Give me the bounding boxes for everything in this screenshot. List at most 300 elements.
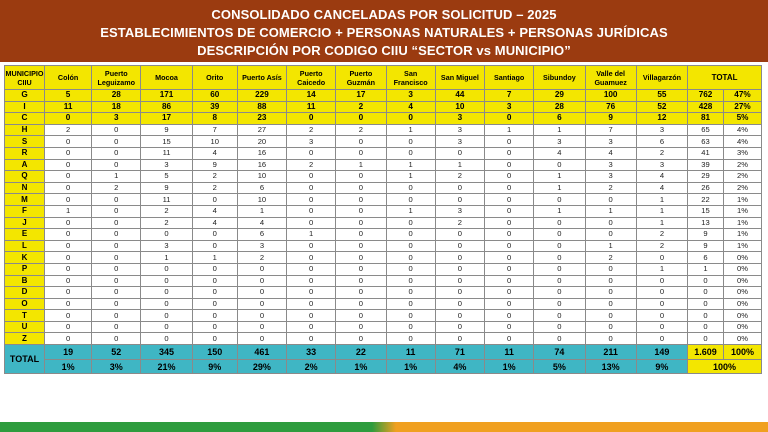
value-cell: 0 (92, 217, 141, 229)
value-cell: 0 (485, 229, 534, 241)
value-cell: 10 (192, 136, 237, 148)
value-cell: 0 (336, 333, 386, 345)
value-cell: 5 (45, 90, 92, 102)
value-cell: 1 (534, 124, 585, 136)
value-cell: 0 (485, 298, 534, 310)
value-cell: 0 (92, 229, 141, 241)
value-cell: 15 (141, 136, 192, 148)
value-cell: 0 (336, 298, 386, 310)
value-cell: 0 (45, 217, 92, 229)
ciiu-code-cell: I (5, 101, 45, 113)
value-cell: 1 (636, 217, 687, 229)
row-pct-cell: 0% (723, 333, 761, 345)
value-cell: 1 (192, 252, 237, 264)
row-total-cell: 26 (688, 182, 724, 194)
value-cell: 6 (237, 229, 286, 241)
value-cell: 11 (141, 147, 192, 159)
value-cell: 10 (237, 194, 286, 206)
footer-total-cell: 74 (534, 345, 585, 360)
value-cell: 0 (336, 252, 386, 264)
row-pct-cell: 0% (723, 310, 761, 322)
value-cell: 1 (45, 205, 92, 217)
value-cell: 44 (435, 90, 484, 102)
table-row (5, 217, 762, 229)
value-cell: 0 (585, 310, 636, 322)
value-cell: 1 (386, 205, 435, 217)
title-banner (0, 0, 768, 62)
value-cell: 1 (386, 124, 435, 136)
value-cell: 3 (585, 136, 636, 148)
ciiu-code-cell: E (5, 229, 45, 241)
value-cell: 0 (287, 240, 336, 252)
ciiu-code-cell: S (5, 136, 45, 148)
ciiu-code-cell: G (5, 90, 45, 102)
value-cell: 0 (585, 298, 636, 310)
ciiu-code-cell: R (5, 147, 45, 159)
table-row (5, 101, 762, 113)
row-pct-cell: 2% (723, 182, 761, 194)
value-cell: 0 (336, 229, 386, 241)
row-pct-cell: 4% (723, 124, 761, 136)
value-cell: 0 (485, 136, 534, 148)
value-cell: 0 (386, 113, 435, 125)
value-cell: 0 (485, 147, 534, 159)
value-cell: 229 (237, 90, 286, 102)
value-cell: 0 (485, 171, 534, 183)
all-pct-cell: 100% (688, 360, 762, 374)
value-cell: 0 (485, 182, 534, 194)
row-total-cell: 0 (688, 310, 724, 322)
value-cell: 1 (92, 171, 141, 183)
value-cell: 0 (485, 321, 534, 333)
value-cell: 2 (287, 159, 336, 171)
value-cell: 0 (485, 310, 534, 322)
footer-pct-cell: 3% (92, 360, 141, 374)
footer-total-cell: 33 (287, 345, 336, 360)
value-cell: 0 (534, 298, 585, 310)
value-cell: 0 (336, 310, 386, 322)
value-cell: 0 (485, 159, 534, 171)
row-pct-cell: 0% (723, 321, 761, 333)
row-total-cell: 0 (688, 287, 724, 299)
footer-total-cell: 71 (435, 345, 484, 360)
header-row (5, 66, 762, 90)
value-cell: 0 (534, 229, 585, 241)
value-cell: 0 (141, 229, 192, 241)
row-total-cell: 9 (688, 240, 724, 252)
value-cell: 3 (92, 113, 141, 125)
value-cell: 3 (287, 136, 336, 148)
value-cell: 3 (485, 101, 534, 113)
value-cell: 3 (636, 159, 687, 171)
value-cell: 1 (141, 252, 192, 264)
row-pct-cell: 1% (723, 205, 761, 217)
value-cell: 14 (287, 90, 336, 102)
value-cell: 0 (92, 287, 141, 299)
row-pct-cell: 5% (723, 113, 761, 125)
ciiu-code-cell: K (5, 252, 45, 264)
value-cell: 10 (237, 171, 286, 183)
table-row (5, 182, 762, 194)
value-cell: 0 (435, 147, 484, 159)
value-cell: 11 (287, 101, 336, 113)
ciiu-code-cell: M (5, 194, 45, 206)
header-municipio: Colón (45, 66, 92, 90)
value-cell: 0 (386, 229, 435, 241)
value-cell: 0 (435, 310, 484, 322)
table-row (5, 333, 762, 345)
value-cell: 0 (336, 147, 386, 159)
table-row (5, 90, 762, 102)
value-cell: 0 (192, 263, 237, 275)
row-total-cell: 1 (688, 263, 724, 275)
value-cell: 16 (237, 147, 286, 159)
value-cell: 0 (435, 298, 484, 310)
value-cell: 0 (336, 205, 386, 217)
title-line-3: DESCRIPCIÓN POR CODIGO CIIU “SECTOR vs MUNICIPIO” (197, 43, 571, 58)
value-cell: 0 (386, 240, 435, 252)
value-cell: 0 (336, 194, 386, 206)
table-row (5, 298, 762, 310)
value-cell: 0 (92, 159, 141, 171)
footer-pct-cell: 21% (141, 360, 192, 374)
table-row (5, 229, 762, 241)
value-cell: 88 (237, 101, 286, 113)
value-cell: 0 (534, 240, 585, 252)
table-row (5, 136, 762, 148)
footer-pct-cell: 5% (534, 360, 585, 374)
table-row (5, 171, 762, 183)
value-cell: 2 (45, 124, 92, 136)
value-cell: 0 (45, 263, 92, 275)
value-cell: 0 (534, 217, 585, 229)
value-cell: 55 (636, 90, 687, 102)
footer-total-cell: 19 (45, 345, 92, 360)
footer-total-label: TOTAL (5, 345, 45, 374)
value-cell: 0 (336, 321, 386, 333)
value-cell: 0 (141, 287, 192, 299)
ciiu-code-cell: Z (5, 333, 45, 345)
value-cell: 0 (192, 321, 237, 333)
header-municipio: San Francisco (386, 66, 435, 90)
value-cell: 1 (534, 171, 585, 183)
value-cell: 23 (237, 113, 286, 125)
value-cell: 0 (287, 194, 336, 206)
value-cell: 0 (386, 275, 435, 287)
value-cell: 0 (386, 287, 435, 299)
footer-pct-cell: 4% (435, 360, 484, 374)
value-cell: 27 (237, 124, 286, 136)
value-cell: 0 (585, 333, 636, 345)
footer-total-cell: 345 (141, 345, 192, 360)
value-cell: 11 (141, 194, 192, 206)
value-cell: 0 (287, 205, 336, 217)
value-cell: 0 (45, 287, 92, 299)
value-cell: 1 (585, 205, 636, 217)
value-cell: 0 (585, 229, 636, 241)
value-cell: 0 (45, 321, 92, 333)
table-row (5, 159, 762, 171)
value-cell: 0 (386, 147, 435, 159)
value-cell: 0 (237, 287, 286, 299)
footer-green-bar (0, 422, 384, 432)
value-cell: 2 (287, 124, 336, 136)
value-cell: 0 (45, 229, 92, 241)
row-pct-cell: 0% (723, 287, 761, 299)
value-cell: 1 (386, 159, 435, 171)
footer-total-cell: 211 (585, 345, 636, 360)
row-total-cell: 0 (688, 298, 724, 310)
value-cell: 0 (45, 113, 92, 125)
value-cell: 7 (485, 90, 534, 102)
table-row (5, 252, 762, 264)
value-cell: 0 (534, 287, 585, 299)
value-cell: 0 (287, 310, 336, 322)
value-cell: 0 (92, 124, 141, 136)
value-cell: 60 (192, 90, 237, 102)
value-cell: 2 (141, 217, 192, 229)
value-cell: 0 (45, 298, 92, 310)
ciiu-code-cell: D (5, 287, 45, 299)
value-cell: 0 (92, 310, 141, 322)
value-cell: 0 (534, 194, 585, 206)
header-municipio: San Miguel (435, 66, 484, 90)
value-cell: 0 (92, 321, 141, 333)
value-cell: 9 (585, 113, 636, 125)
value-cell: 17 (141, 113, 192, 125)
value-cell: 52 (636, 101, 687, 113)
footer-pct-cell: 9% (636, 360, 687, 374)
row-total-cell: 762 (688, 90, 724, 102)
value-cell: 0 (192, 275, 237, 287)
value-cell: 5 (141, 171, 192, 183)
value-cell: 0 (92, 136, 141, 148)
table-row (5, 147, 762, 159)
value-cell: 0 (485, 217, 534, 229)
value-cell: 0 (386, 252, 435, 264)
value-cell: 0 (287, 263, 336, 275)
value-cell: 4 (585, 147, 636, 159)
row-total-cell: 0 (688, 275, 724, 287)
value-cell: 0 (336, 240, 386, 252)
value-cell: 0 (636, 298, 687, 310)
value-cell: 0 (92, 333, 141, 345)
value-cell: 0 (585, 263, 636, 275)
header-municipio: Valle del Guamuez (585, 66, 636, 90)
title-line-2: ESTABLECIMIENTOS DE COMERCIO + PERSONAS NATURALES + PERSONAS JURÍDICAS (100, 25, 668, 40)
value-cell: 3 (585, 171, 636, 183)
header-municipio: Puerto Asís (237, 66, 286, 90)
table-row (5, 240, 762, 252)
value-cell: 0 (92, 298, 141, 310)
value-cell: 0 (237, 263, 286, 275)
value-cell: 0 (237, 333, 286, 345)
value-cell: 0 (534, 321, 585, 333)
table-row (5, 194, 762, 206)
value-cell: 0 (192, 287, 237, 299)
value-cell: 0 (636, 333, 687, 345)
value-cell: 1 (435, 159, 484, 171)
ciiu-code-cell: J (5, 217, 45, 229)
table-row (5, 321, 762, 333)
value-cell: 9 (192, 159, 237, 171)
value-cell: 2 (141, 205, 192, 217)
header-municipio: Puerto Caicedo (287, 66, 336, 90)
footer-total-cell: 11 (485, 345, 534, 360)
value-cell: 0 (287, 321, 336, 333)
value-cell: 0 (287, 217, 336, 229)
value-cell: 3 (585, 159, 636, 171)
row-total-cell: 13 (688, 217, 724, 229)
row-total-cell: 6 (688, 252, 724, 264)
row-pct-cell: 47% (723, 90, 761, 102)
value-cell: 0 (92, 252, 141, 264)
row-pct-cell: 1% (723, 229, 761, 241)
value-cell: 0 (534, 252, 585, 264)
value-cell: 2 (585, 252, 636, 264)
value-cell: 0 (386, 310, 435, 322)
row-pct-cell: 27% (723, 101, 761, 113)
footer-total-cell: 149 (636, 345, 687, 360)
value-cell: 0 (287, 275, 336, 287)
row-total-cell: 63 (688, 136, 724, 148)
value-cell: 0 (287, 113, 336, 125)
value-cell: 0 (141, 310, 192, 322)
value-cell: 0 (336, 275, 386, 287)
table-row (5, 113, 762, 125)
footer-total-cell: 22 (336, 345, 386, 360)
value-cell: 0 (435, 252, 484, 264)
ciiu-code-cell: B (5, 275, 45, 287)
footer-total-cell: 52 (92, 345, 141, 360)
ciiu-code-cell: Q (5, 171, 45, 183)
row-total-cell: 81 (688, 113, 724, 125)
value-cell: 3 (534, 136, 585, 148)
ciiu-code-cell: A (5, 159, 45, 171)
footer-pct-cell: 1% (485, 360, 534, 374)
header-municipio: Sibundoy (534, 66, 585, 90)
value-cell: 4 (192, 217, 237, 229)
value-cell: 0 (485, 113, 534, 125)
value-cell: 0 (485, 287, 534, 299)
value-cell: 0 (192, 333, 237, 345)
value-cell: 0 (287, 182, 336, 194)
value-cell: 9 (141, 124, 192, 136)
footer-pct-row (5, 360, 762, 374)
value-cell: 2 (585, 182, 636, 194)
footer-pct-cell: 1% (336, 360, 386, 374)
value-cell: 0 (336, 217, 386, 229)
table-row (5, 124, 762, 136)
value-cell: 0 (636, 310, 687, 322)
value-cell: 0 (287, 287, 336, 299)
footer-pct-cell: 1% (45, 360, 92, 374)
value-cell: 0 (287, 171, 336, 183)
value-cell: 0 (534, 333, 585, 345)
value-cell: 0 (336, 263, 386, 275)
value-cell: 0 (386, 217, 435, 229)
value-cell: 0 (534, 263, 585, 275)
value-cell: 2 (192, 171, 237, 183)
ciiu-code-cell: L (5, 240, 45, 252)
row-total-cell: 0 (688, 333, 724, 345)
row-total-cell: 65 (688, 124, 724, 136)
value-cell: 2 (237, 252, 286, 264)
value-cell: 0 (287, 333, 336, 345)
row-total-cell: 22 (688, 194, 724, 206)
value-cell: 4 (636, 182, 687, 194)
row-total-cell: 0 (688, 321, 724, 333)
value-cell: 0 (45, 333, 92, 345)
value-cell: 2 (92, 182, 141, 194)
footer-pct-cell: 29% (237, 360, 286, 374)
value-cell: 0 (585, 275, 636, 287)
value-cell: 3 (435, 136, 484, 148)
row-pct-cell: 0% (723, 252, 761, 264)
value-cell: 0 (45, 310, 92, 322)
value-cell: 1 (585, 240, 636, 252)
value-cell: 0 (237, 275, 286, 287)
value-cell: 0 (45, 136, 92, 148)
value-cell: 0 (192, 229, 237, 241)
value-cell: 4 (192, 147, 237, 159)
value-cell: 0 (585, 287, 636, 299)
value-cell: 17 (336, 90, 386, 102)
row-total-cell: 41 (688, 147, 724, 159)
value-cell: 0 (386, 333, 435, 345)
ciiu-code-cell: F (5, 205, 45, 217)
row-pct-cell: 1% (723, 194, 761, 206)
value-cell: 0 (192, 298, 237, 310)
row-pct-cell: 2% (723, 159, 761, 171)
value-cell: 4 (386, 101, 435, 113)
value-cell: 0 (386, 182, 435, 194)
value-cell: 3 (435, 124, 484, 136)
value-cell: 18 (92, 101, 141, 113)
value-cell: 86 (141, 101, 192, 113)
value-cell: 3 (141, 240, 192, 252)
value-cell: 9 (141, 182, 192, 194)
value-cell: 0 (435, 229, 484, 241)
value-cell: 1 (336, 159, 386, 171)
table-footer (5, 345, 762, 374)
value-cell: 2 (336, 124, 386, 136)
value-cell: 0 (386, 136, 435, 148)
value-cell: 2 (636, 147, 687, 159)
value-cell: 6 (534, 113, 585, 125)
value-cell: 4 (534, 147, 585, 159)
grand-total-cell: 1.609 (688, 345, 724, 360)
value-cell: 0 (287, 252, 336, 264)
value-cell: 0 (237, 310, 286, 322)
header-total: TOTAL (688, 66, 762, 90)
value-cell: 0 (636, 287, 687, 299)
header-municipio: Puerto Leguizamo (92, 66, 141, 90)
header-municipio-ciiu: MUNICIPIO CIIU (5, 66, 45, 90)
value-cell: 0 (92, 205, 141, 217)
value-cell: 0 (45, 275, 92, 287)
value-cell: 28 (92, 90, 141, 102)
footer-bar-blend (372, 422, 396, 432)
table-row (5, 275, 762, 287)
value-cell: 0 (386, 321, 435, 333)
value-cell: 0 (485, 205, 534, 217)
value-cell: 0 (386, 298, 435, 310)
value-cell: 0 (45, 182, 92, 194)
value-cell: 3 (237, 240, 286, 252)
ciiu-code-cell: O (5, 298, 45, 310)
header-municipio: Mocoa (141, 66, 192, 90)
